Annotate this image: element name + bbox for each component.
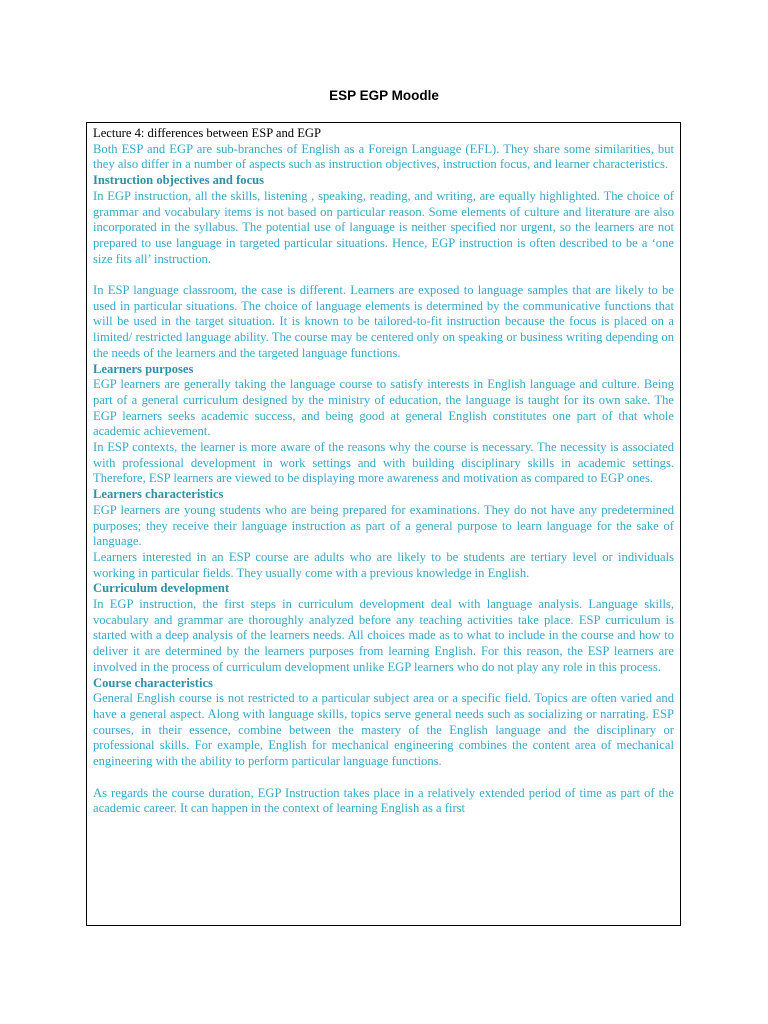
section-paragraph: EGP learners are young students who are being prepared for examinations. They do not have any predetermined purposes; they receive their language instruction as part of a general purpose to learn language for the sake of language. xyxy=(93,502,674,549)
section-paragraph: In EGP instruction, the first steps in curriculum development deal with language analysis. Language skills, vocabulary and grammar are thoroughly analyzed before any teaching activities take place. ESP curriculum is started with a deep analysis of the learners needs. All choices made as to what to include in the course and how to deliver it are determined by the learners purposes from learning English. For this reason, the ESP learners are involved in the process of curriculum development unlike EGP learners who do not play any role in this process. xyxy=(93,597,674,674)
section-heading: Learners purposes xyxy=(93,361,194,376)
section-paragraph: Learners interested in an ESP course are adults who are likely to be students are tertiary level or individuals working in particular fields. They usually come with a previous knowledge in English. xyxy=(93,549,674,580)
paragraph-spacer xyxy=(93,267,674,283)
intro-paragraph: Both ESP and EGP are sub-branches of English as a Foreign Language (EFL). They share some similarities, but they also differ in a number of aspects such as instruction objectives, instruction focus, and learner characteristics. xyxy=(93,141,674,172)
lecture-content-box xyxy=(86,122,681,926)
lecture-title: Lecture 4: differences between ESP and EGP xyxy=(93,126,322,140)
section-paragraph: General English course is not restricted to a particular subject area or a specific field. Topics are often varied and have a general aspect. Along with language skills, topics serve general needs such as socializing or narrating. ESP courses, in their essence, combine between the mastery of the English language and the disciplinary or professional skills. For example, English for mechanical engineering combines the content area of mechanical engineering with the ability to perform particular language functions. xyxy=(93,691,674,769)
section-paragraph: In ESP language classroom, the case is different. Learners are exposed to language samples that are likely to be used in particular situations. The choice of language elements is determined by the communicative functions that will be used in the target situation. It is known to be tailored-to-fit instruction because the focus is placed on a limited/ restricted language ability. The course may be centered only on speaking or business writing depending on the needs of the learners and the targeted language functions. xyxy=(93,283,674,360)
section-heading: Learners characteristics xyxy=(93,487,224,502)
section-heading: Curriculum development xyxy=(93,581,230,596)
section-paragraph: In EGP instruction, all the skills, listening , speaking, reading, and writing, are equally highlighted. The choice of grammar and vocabulary items is not based on particular reason. Some elements of culture and literature are also incorporated in the syllabus. The potential use of language is neither specified nor urgent, so the learners are not prepared to use language in targeted particular situations. Hence, EGP instruction is often described to be a ‘one size fits all’ instruction. xyxy=(93,188,674,266)
section-heading: Instruction objectives and focus xyxy=(93,173,265,188)
document-title: ESP EGP Moodle xyxy=(329,88,439,103)
paragraph-spacer xyxy=(93,770,674,786)
section-paragraph: In ESP contexts, the learner is more aware of the reasons why the course is necessary. The necessity is associated with professional development in work settings and with building disciplinary skills in academic settings. Therefore, ESP learners are viewed to be displaying more awareness and motivation as compared to EGP ones. xyxy=(93,440,674,486)
section-paragraph: EGP learners are generally taking the language course to satisfy interests in English language and culture. Being part of a general curriculum designed by the ministry of education, the language is taught for its own sake. The EGP learners seeks academic success, and being good at general English constitutes one part of that whole academic achievement. xyxy=(93,377,674,439)
section-paragraph: As regards the course duration, EGP Instruction takes place in a relatively extended period of time as part of the academic career. It can happen in the context of learning English as a first xyxy=(93,785,674,816)
section-heading: Course characteristics xyxy=(93,675,213,690)
